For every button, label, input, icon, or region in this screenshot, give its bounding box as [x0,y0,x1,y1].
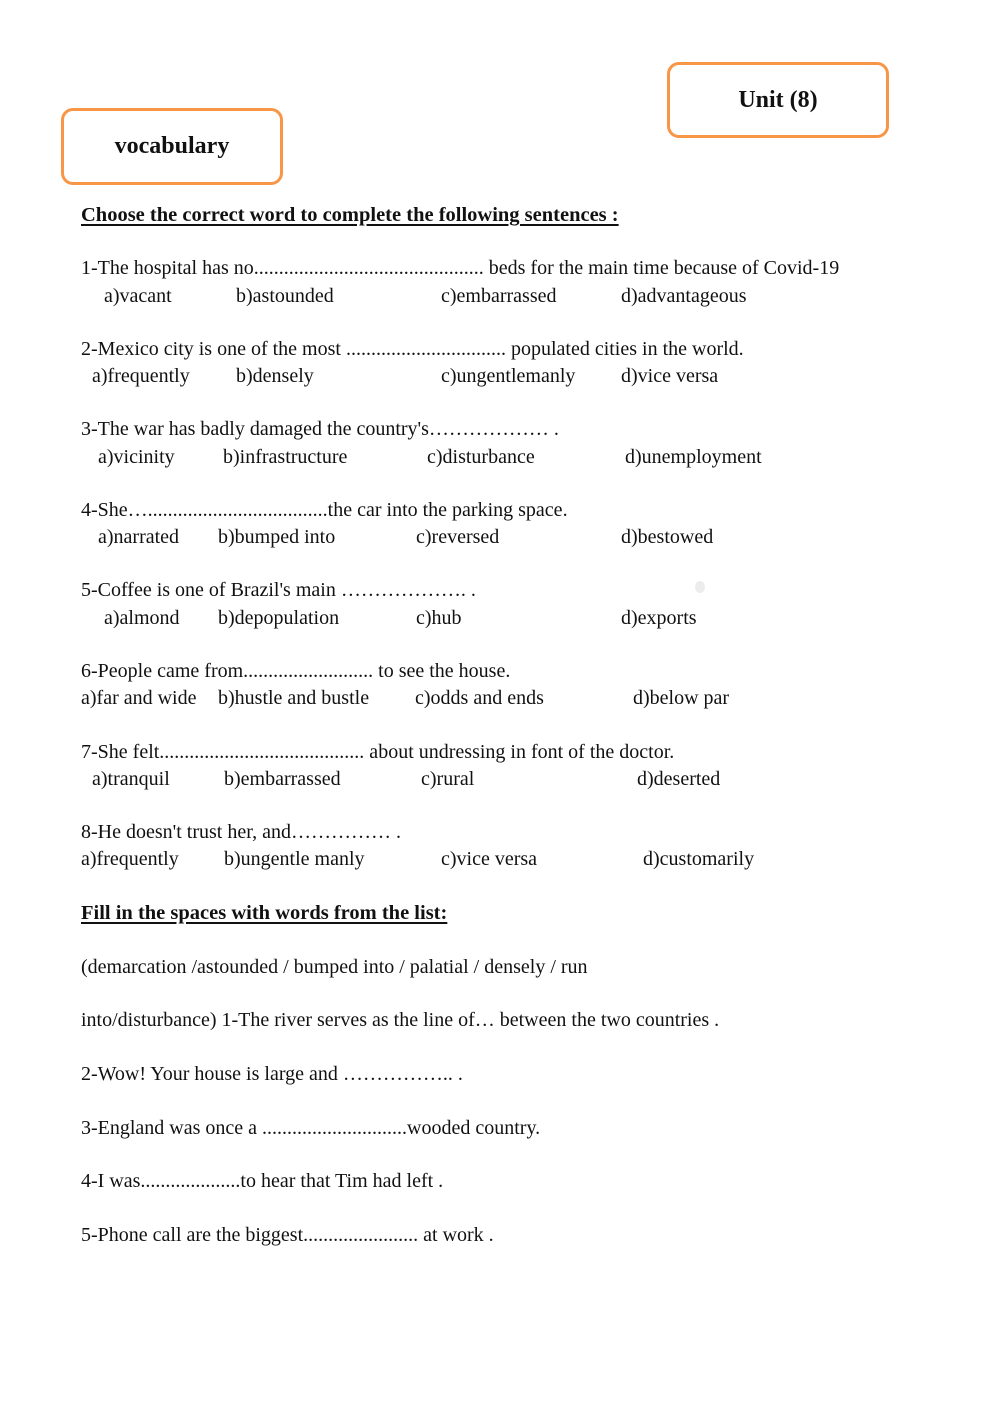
question-1-option-c: c)embarrassed [441,285,557,307]
question-1-option-b: b)astounded [236,285,334,307]
question-7-stem: 7-She felt......................................... about undressing in font of the doctor. [81,741,675,763]
question-3-option-b: b)infrastructure [223,446,348,468]
question-2-option-a: a)frequently [92,365,190,387]
fill-sentence-3: 3-England was once a .............................wooded country. [81,1117,541,1139]
part1-instruction: Choose the correct word to complete the following sentences : [81,204,619,226]
question-8-option-c: c)vice versa [441,848,538,870]
question-1-stem: 1-The hospital has no.............................................. beds for the main time because of Covid-19 [81,257,840,279]
question-3-option-d: d)unemployment [625,446,762,468]
question-6-option-a: a)far and wide [81,687,197,709]
question-4-option-b: b)bumped into [218,526,336,548]
question-6-option-d: d)below par [633,687,730,709]
question-7-option-a: a)tranquil [92,768,170,790]
question-3-option-c: c)disturbance [427,446,535,468]
word-list-line-1: (demarcation /astounded / bumped into / palatial / densely / run [81,956,588,978]
question-2-stem: 2-Mexico city is one of the most ................................ populated cities in the world. [81,338,744,360]
question-3-option-a: a)vicinity [98,446,175,468]
question-4-stem: 4-She…....................................the car into the parking space. [81,499,568,521]
question-8-option-b: b)ungentle manly [224,848,365,870]
section-title-box [61,108,283,185]
unit-title: Unit (8) [738,86,818,113]
question-6-option-b: b)hustle and bustle [218,687,370,709]
question-1-option-d: d)advantageous [621,285,747,307]
question-8-option-d: d)customarily [643,848,755,870]
question-2-option-d: d)vice versa [621,365,719,387]
unit-title-box [667,62,889,138]
question-7-option-c: c)rural [421,768,475,790]
fill-sentence-4: 4-I was....................to hear that Tim had left . [81,1170,444,1192]
question-8-option-a: a)frequently [81,848,179,870]
question-1-option-a: a)vacant [104,285,172,307]
scan-speck [695,581,705,593]
question-4-option-a: a)narrated [98,526,180,548]
question-5-option-c: c)hub [416,607,462,629]
part2-instruction: Fill in the spaces with words from the list: [81,902,448,924]
question-7-option-d: d)deserted [637,768,721,790]
question-7-option-b: b)embarrassed [224,768,341,790]
question-5-option-a: a)almond [104,607,180,629]
section-title: vocabulary [114,133,230,159]
question-4-option-c: c)reversed [416,526,500,548]
fill-sentence-2: 2-Wow! Your house is large and …………….. . [81,1063,463,1085]
question-4-option-d: d)bestowed [621,526,714,548]
question-6-option-c: c)odds and ends [415,687,544,709]
question-2-option-c: c)ungentlemanly [441,365,576,387]
question-5-option-d: d)exports [621,607,697,629]
fill-sentence-5: 5-Phone call are the biggest....................... at work . [81,1224,494,1246]
question-3-stem: 3-The war has badly damaged the country's……………… . [81,418,559,440]
question-8-stem: 8-He doesn't trust her, and…………… . [81,821,401,843]
question-6-stem: 6-People came from.......................... to see the house. [81,660,511,682]
word-list-line-2: into/disturbance) 1-The river serves as the line of… between the two countries . [81,1009,720,1031]
question-5-stem: 5-Coffee is one of Brazil's main ………………. . [81,579,476,601]
question-2-option-b: b)densely [236,365,314,387]
question-5-option-b: b)depopulation [218,607,340,629]
